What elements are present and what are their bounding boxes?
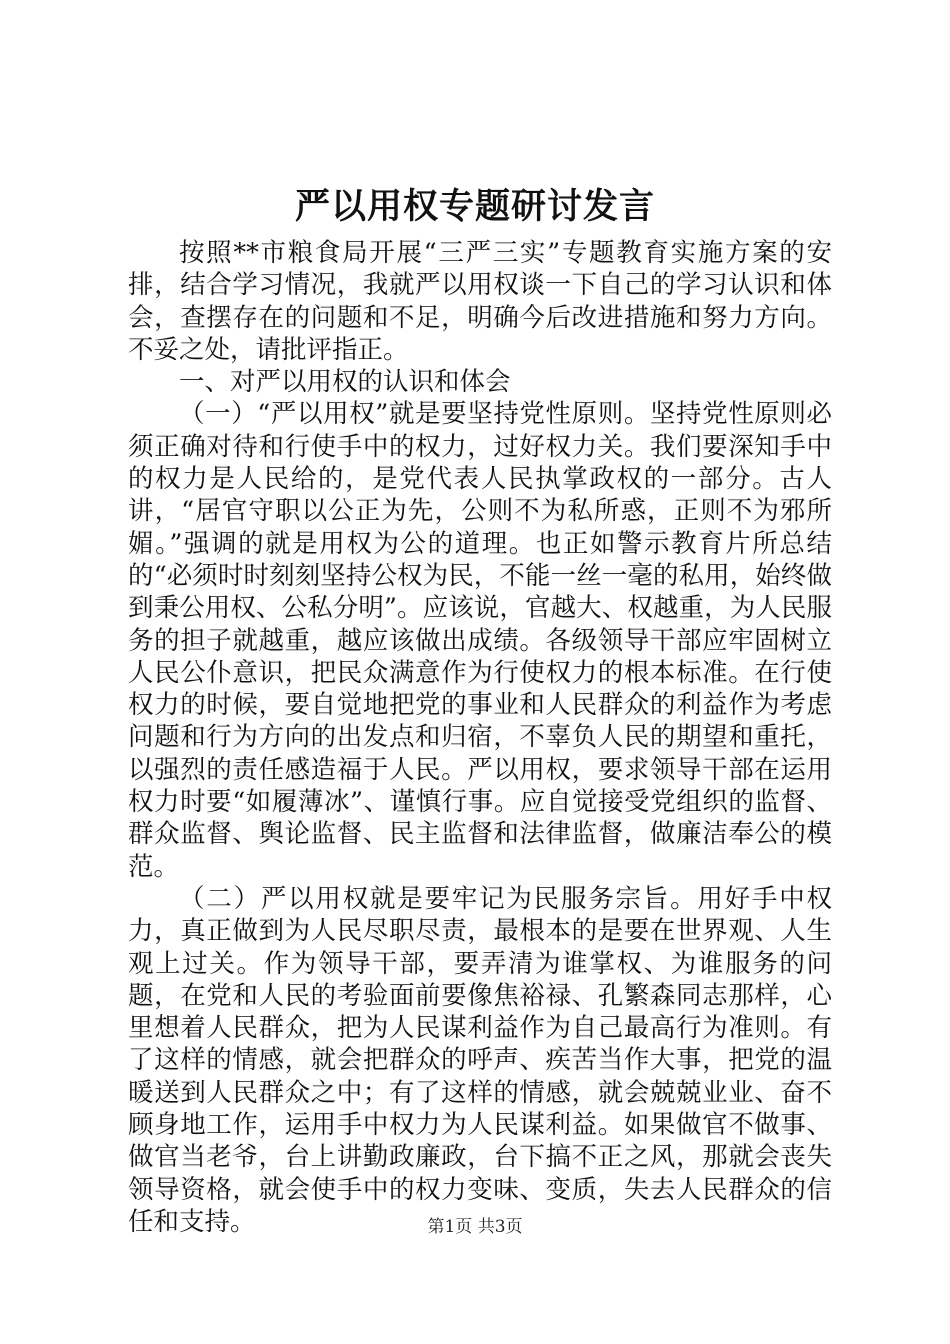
page-number: 第1页 共3页 (427, 1217, 523, 1237)
intro-paragraph: 按照**市粮食局开展“三严三实”专题教育实施方案的安排，结合学习情况，我就严以用权谈一下自己的学习认识和体会，查摆存在的问题和不足，明确今后改进措施和努力方向。不妥之处，请批评指正。 (128, 238, 832, 365)
paragraph-point-2: （二）严以用权就是要牢记为民服务宗旨。用好手中权力，真正做到为人民尽职尽责，最根本的是要在世界观、人生观上过关。作为领导干部，要弄清为谁掌权、为谁服务的问题，在党和人民的考验面前要像焦裕禄、孔繁森同志那样，心里想着人民群众，把为人民谋利益作为自己最高行为准则。有了这样的情感，就会把群众的呼声、疾苦当作大事，把党的温暖送到人民群众之中；有了这样的情感，就会兢兢业业、奋不顾身地工作，运用手中权力为人民谋利益。如果做官不做事、做官当老爷，台上讲勤政廉政，台下搞不正之风，那就会丧失领导资格，就会使手中的权力变味、变质，失去人民群众的信任和支持。 (128, 883, 832, 1237)
paragraph-point-1: （一）“严以用权”就是要坚持党性原则。坚持党性原则必须正确对待和行使手中的权力，过好权力关。我们要深知手中的权力是人民给的，是党代表人民执掌政权的一部分。古人讲，“居官守职以公正为先，公则不为私所惑，正则不为邪所媚。”强调的就是用权为公的道理。也正如警示教育片所总结的“必须时时刻刻坚持公权为民，不能一丝一毫的私用，始终做到秉公用权、公私分明”。应该说，官越大、权越重，为人民服务的担子就越重，越应该做出成绩。各级领导干部应牢固树立人民公仆意识，把民众满意作为行使权力的根本标准。在行使权力的时候，要自觉地把党的事业和人民群众的利益作为考虑问题和行为方向的出发点和归宿，不辜负人民的期望和重托，以强烈的责任感造福于人民。严以用权，要求领导干部在运用权力时要“如履薄冰”、谨慎行事。应自觉接受党组织的监督、群众监督、舆论监督、民主监督和法律监督，做廉洁奉公的模范。 (128, 399, 832, 882)
document-title: 严以用权专题研讨发言 (294, 186, 655, 227)
section-heading: 一、对严以用权的认识和体会 (179, 367, 511, 398)
document-body (128, 237, 832, 1238)
